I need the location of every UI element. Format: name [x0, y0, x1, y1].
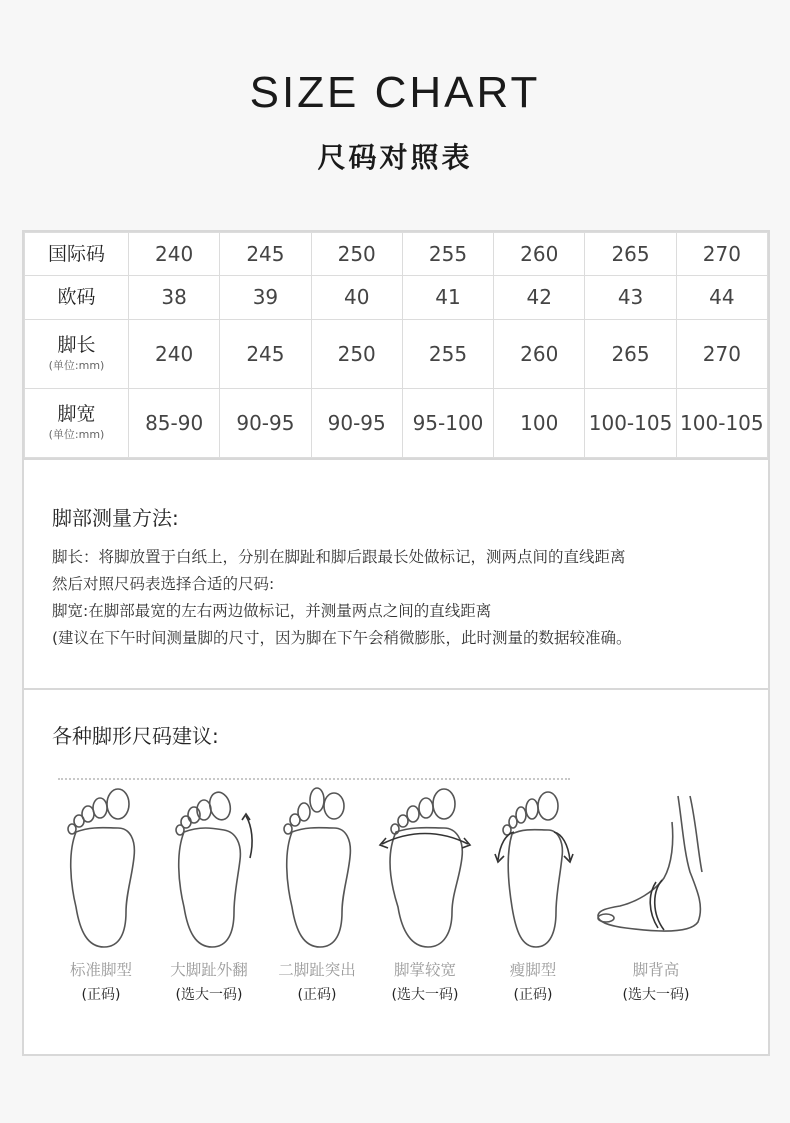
instruction-line: (建议在下午时间测量脚的尺寸，因为脚在下午会稍微膨胀，此时测量的数据较准确。 — [52, 629, 632, 647]
foot-type-label: 标准脚型 — [69, 961, 132, 979]
measure-title: 脚部测量方法: — [52, 506, 179, 530]
table-cell: 270 — [676, 233, 767, 276]
row-header: 脚长 (单位:mm) — [25, 319, 129, 388]
instruction-line: 脚长：将脚放置于白纸上，分别在脚趾和脚后跟最长处做标记，测两点间的直线距离 — [52, 548, 626, 566]
table-cell: 270 — [676, 319, 767, 388]
table-cell: 250 — [311, 319, 402, 388]
table-row — [25, 319, 768, 388]
table-cell: 40 — [311, 276, 402, 319]
foot-type-advice: (正码) — [513, 987, 553, 1003]
foot-type-label: 二脚趾突出 — [278, 961, 356, 979]
table-cell: 41 — [402, 276, 493, 319]
table-cell: 90-95 — [311, 388, 402, 457]
foot-type-label: 脚掌较宽 — [393, 961, 456, 979]
foot-type-advice: (正码) — [81, 987, 121, 1003]
table-cell: 39 — [220, 276, 311, 319]
foot-type-advice: (选大一码) — [391, 987, 459, 1003]
instruction-line: 然后对照尺码表选择合适的尺码: — [52, 575, 275, 593]
divider — [58, 778, 570, 780]
foot-type-section — [22, 690, 770, 1056]
table-cell: 100 — [494, 388, 585, 457]
table-cell: 260 — [494, 319, 585, 388]
foot-type-advice: (选大一码) — [622, 987, 690, 1003]
table-cell: 245 — [220, 233, 311, 276]
foot-type-advice: (正码) — [297, 987, 337, 1003]
foot-type-label: 脚背高 — [632, 961, 680, 979]
instruction-line: 脚宽:在脚部最宽的左右两边做标记，并测量两点之间的直线距离 — [52, 602, 492, 620]
table-row — [25, 233, 768, 276]
long-second-toe-foot-icon — [262, 782, 372, 952]
measure-section — [22, 460, 770, 690]
table-cell: 44 — [676, 276, 767, 319]
narrow-foot-icon — [478, 782, 588, 952]
table-cell: 240 — [129, 319, 220, 388]
high-instep-foot-icon — [586, 782, 736, 952]
table-cell: 43 — [585, 276, 676, 319]
table-cell: 85-90 — [129, 388, 220, 457]
row-header: 国际码 — [25, 233, 129, 276]
table-cell: 255 — [402, 233, 493, 276]
measure-instructions — [52, 544, 752, 652]
row-header: 欧码 — [25, 276, 129, 319]
foot-type-label: 大脚趾外翻 — [170, 961, 248, 979]
standard-foot-icon — [46, 782, 156, 952]
table-cell: 100-105 — [676, 388, 767, 457]
table-cell: 95-100 — [402, 388, 493, 457]
size-table — [22, 230, 770, 460]
table-cell: 240 — [129, 233, 220, 276]
foot-type-title: 各种脚形尺码建议: — [52, 724, 219, 748]
table-cell: 265 — [585, 319, 676, 388]
foot-type-label: 瘦脚型 — [509, 961, 557, 979]
bunion-foot-icon — [154, 782, 264, 952]
foot-type-advice: (选大一码) — [175, 987, 243, 1003]
page-title-cn: 尺码对照表 — [317, 141, 473, 174]
page-title-en: SIZE CHART — [249, 68, 541, 117]
table-cell: 100-105 — [585, 388, 676, 457]
table-cell: 42 — [494, 276, 585, 319]
table-cell: 265 — [585, 233, 676, 276]
table-cell: 250 — [311, 233, 402, 276]
row-header: 脚宽 (单位:mm) — [25, 388, 129, 457]
table-cell: 260 — [494, 233, 585, 276]
table-cell: 245 — [220, 319, 311, 388]
table-row — [25, 388, 768, 457]
wide-foot-icon — [370, 782, 480, 952]
table-row — [25, 276, 768, 319]
table-cell: 38 — [129, 276, 220, 319]
table-cell: 90-95 — [220, 388, 311, 457]
table-cell: 255 — [402, 319, 493, 388]
